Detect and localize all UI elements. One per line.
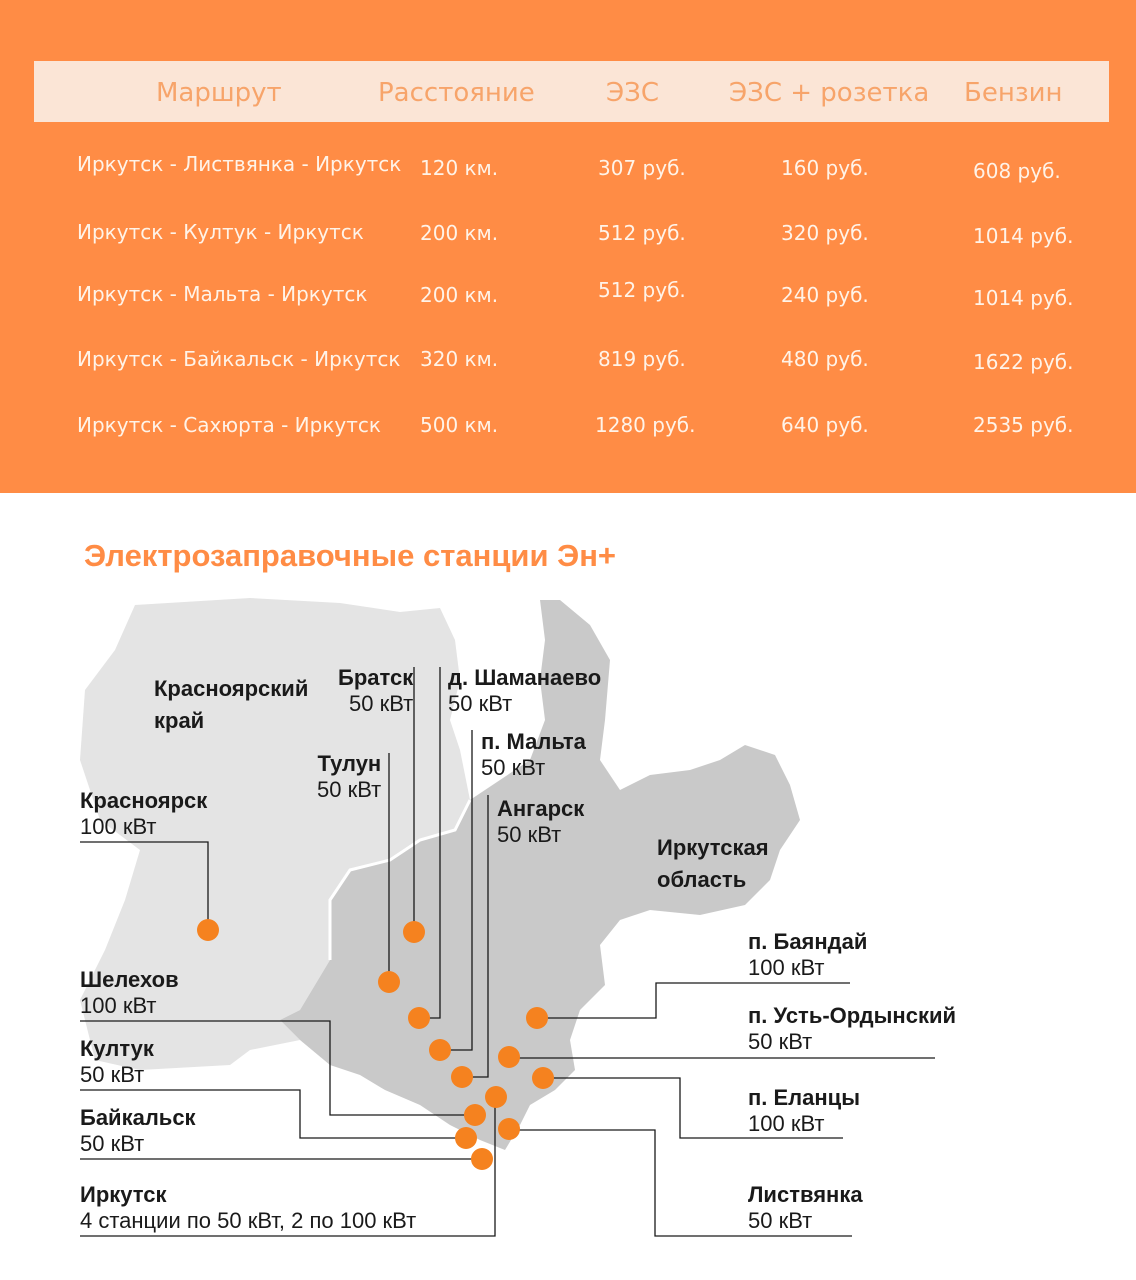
station-label-shelekhov <box>80 967 179 1019</box>
station-name: Байкальск <box>80 1105 196 1130</box>
station-marker-tulun <box>378 971 400 993</box>
cell-ev-station: 512 руб. <box>598 278 686 302</box>
station-name: Шелехов <box>80 967 179 992</box>
station-marker-listvyanka <box>498 1118 520 1140</box>
station-label-baikalsk <box>80 1105 196 1157</box>
region-label-irkutsk <box>657 835 769 893</box>
station-label-malta <box>481 729 586 781</box>
cell-petrol: 608 руб. <box>973 159 1061 183</box>
table-row <box>0 152 1136 192</box>
station-label-irkutsk <box>80 1182 416 1234</box>
station-marker-ust-ordynsky <box>498 1046 520 1068</box>
header-ev-station: ЭЗС <box>606 78 659 108</box>
station-marker-kultuk <box>455 1127 477 1149</box>
cell-route: Иркутск - Байкальск - Иркутск <box>77 347 401 371</box>
station-label-tulun <box>317 751 381 803</box>
station-name: п. Мальта <box>481 729 586 754</box>
region-label-line: край <box>154 708 205 733</box>
station-name: Ангарск <box>497 796 585 821</box>
station-label-shamanaevo <box>448 665 601 717</box>
cell-ev-station: 307 руб. <box>598 156 686 180</box>
station-label-angarsk <box>497 796 584 848</box>
table-row <box>0 278 1136 322</box>
cell-ev-plus-socket: 320 руб. <box>781 221 869 245</box>
station-power: 100 кВт <box>748 955 825 980</box>
station-power: 50 кВт <box>348 691 414 716</box>
cell-distance: 320 км. <box>420 347 499 371</box>
region-label-line: Красноярский <box>154 676 309 701</box>
station-power: 50 кВт <box>748 1029 813 1054</box>
station-name: Култук <box>80 1036 154 1061</box>
station-marker-malta <box>429 1039 451 1061</box>
station-power: 50 кВт <box>80 1131 145 1156</box>
station-name: п. Усть-Ордынский <box>748 1003 957 1028</box>
station-marker-irkutsk <box>485 1086 507 1108</box>
station-marker-elantsy <box>532 1067 554 1089</box>
station-label-listvyanka <box>748 1182 863 1234</box>
station-power: 50 кВт <box>748 1208 813 1233</box>
station-marker-shamanaevo <box>408 1007 430 1029</box>
station-marker-angarsk <box>451 1066 473 1088</box>
cell-ev-station: 1280 руб. <box>595 413 696 437</box>
station-name: п. Еланцы <box>748 1085 860 1110</box>
station-name: Красноярск <box>80 788 208 813</box>
cell-route: Иркутск - Сахюрта - Иркутск <box>77 413 381 437</box>
region-label-krasnoyarsk <box>154 676 308 734</box>
station-power: 100 кВт <box>80 993 157 1018</box>
station-power: 50 кВт <box>80 1062 145 1087</box>
region-label-line: область <box>657 867 747 892</box>
header-route: Маршрут <box>156 78 282 108</box>
cell-distance: 200 км. <box>420 283 499 307</box>
cell-distance: 120 км. <box>420 156 499 180</box>
cell-route: Иркутск - Култук - Иркутск <box>77 220 364 244</box>
station-power: 50 кВт <box>448 691 513 716</box>
station-name: Листвянка <box>748 1182 863 1207</box>
station-name: Братск <box>338 665 414 690</box>
station-label-elantsy <box>748 1085 860 1137</box>
cell-ev-plus-socket: 240 руб. <box>781 283 869 307</box>
station-power: 100 кВт <box>748 1111 825 1136</box>
station-name: д. Шаманаево <box>448 665 602 690</box>
station-power: 100 кВт <box>80 814 157 839</box>
station-marker-krasnoyarsk <box>197 919 219 941</box>
header-petrol: Бензин <box>964 78 1063 108</box>
cell-ev-station: 819 руб. <box>598 347 686 371</box>
station-label-bayandai <box>748 929 867 981</box>
header-ev-plus-socket: ЭЗС + розетка <box>729 78 930 108</box>
table-row <box>0 220 1136 260</box>
cell-route: Иркутск - Мальта - Иркутск <box>77 282 368 306</box>
map-title: Электрозаправочные станции Эн+ <box>84 538 617 573</box>
table-header <box>34 61 1109 122</box>
station-name: п. Баяндай <box>748 929 868 954</box>
station-name: Иркутск <box>80 1182 167 1207</box>
cell-petrol: 1014 руб. <box>973 224 1074 248</box>
station-marker-shelekhov <box>464 1104 486 1126</box>
station-marker-bayandai <box>526 1007 548 1029</box>
station-name: Тулун <box>317 751 382 776</box>
station-power: 50 кВт <box>481 755 546 780</box>
station-label-kultuk <box>80 1036 154 1088</box>
cell-ev-station: 512 руб. <box>598 221 686 245</box>
station-marker-baikalsk <box>471 1148 493 1170</box>
station-power: 4 станции по 50 кВт, 2 по 100 кВт <box>80 1208 417 1233</box>
cell-ev-plus-socket: 480 руб. <box>781 347 869 371</box>
cell-ev-plus-socket: 160 руб. <box>781 156 869 180</box>
region-label-line: Иркутская <box>657 835 769 860</box>
table-row <box>0 413 1136 453</box>
cell-ev-plus-socket: 640 руб. <box>781 413 869 437</box>
cell-distance: 500 км. <box>420 413 499 437</box>
cost-table-panel <box>0 0 1136 493</box>
cell-route: Иркутск - Листвянка - Иркутск <box>77 152 402 176</box>
station-label-bratsk <box>338 665 413 717</box>
station-marker-bratsk <box>403 921 425 943</box>
header-distance: Расстояние <box>378 78 535 108</box>
station-label-ust-ordynsky <box>748 1003 956 1055</box>
station-power: 50 кВт <box>317 777 382 802</box>
table-row <box>0 347 1136 387</box>
station-label-krasnoyarsk <box>80 788 207 840</box>
station-power: 50 кВт <box>497 822 562 847</box>
cell-distance: 200 км. <box>420 221 499 245</box>
cell-petrol: 1622 руб. <box>973 350 1074 374</box>
cell-petrol: 2535 руб. <box>973 413 1074 437</box>
cell-petrol: 1014 руб. <box>973 286 1074 310</box>
